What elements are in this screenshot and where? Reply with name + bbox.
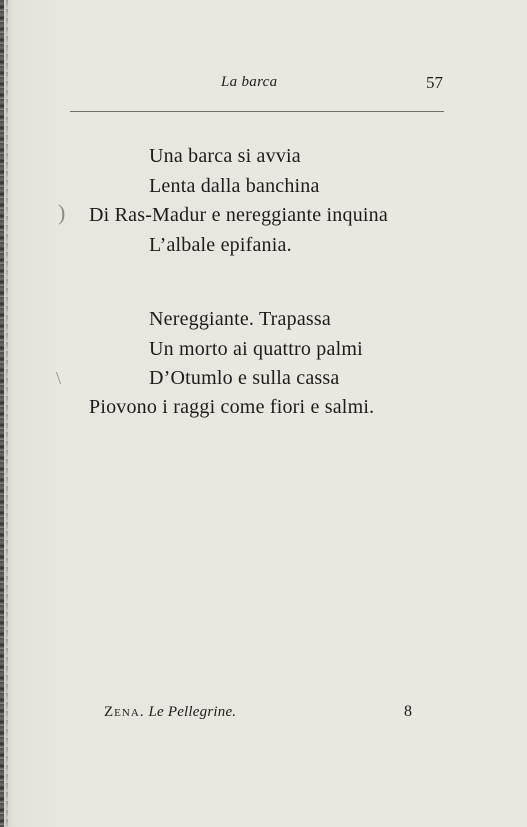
footer-author: Zena. — [104, 704, 145, 720]
bleed-through-mark: ) — [58, 200, 66, 225]
poem-line: D’Otumlo e sulla cassa — [149, 367, 340, 389]
poem-line: Una barca si avvia — [149, 145, 301, 167]
poem-line: Lenta dalla banchina — [149, 175, 320, 197]
page-number: 57 — [426, 73, 443, 92]
book-spine-shadow — [6, 0, 8, 827]
poem-line: Piovono i raggi come fiori e salmi. — [89, 396, 375, 418]
header-rule — [70, 111, 444, 112]
footer-imprint — [104, 704, 236, 721]
signature-mark: 8 — [404, 703, 412, 720]
footer-book-title: Le Pellegrine. — [148, 704, 237, 720]
poem-line: Di Ras-Madur e nereggiante inquina — [89, 204, 388, 226]
book-spine-edge — [0, 0, 4, 827]
poem-line: Nereggiante. Trapassa — [149, 308, 331, 330]
running-head-title: La barca — [221, 74, 278, 90]
poem-line: Un morto ai quattro palmi — [149, 338, 363, 360]
bleed-through-mark: \ — [56, 368, 62, 388]
poem-line: L’albale epifania. — [149, 234, 292, 256]
